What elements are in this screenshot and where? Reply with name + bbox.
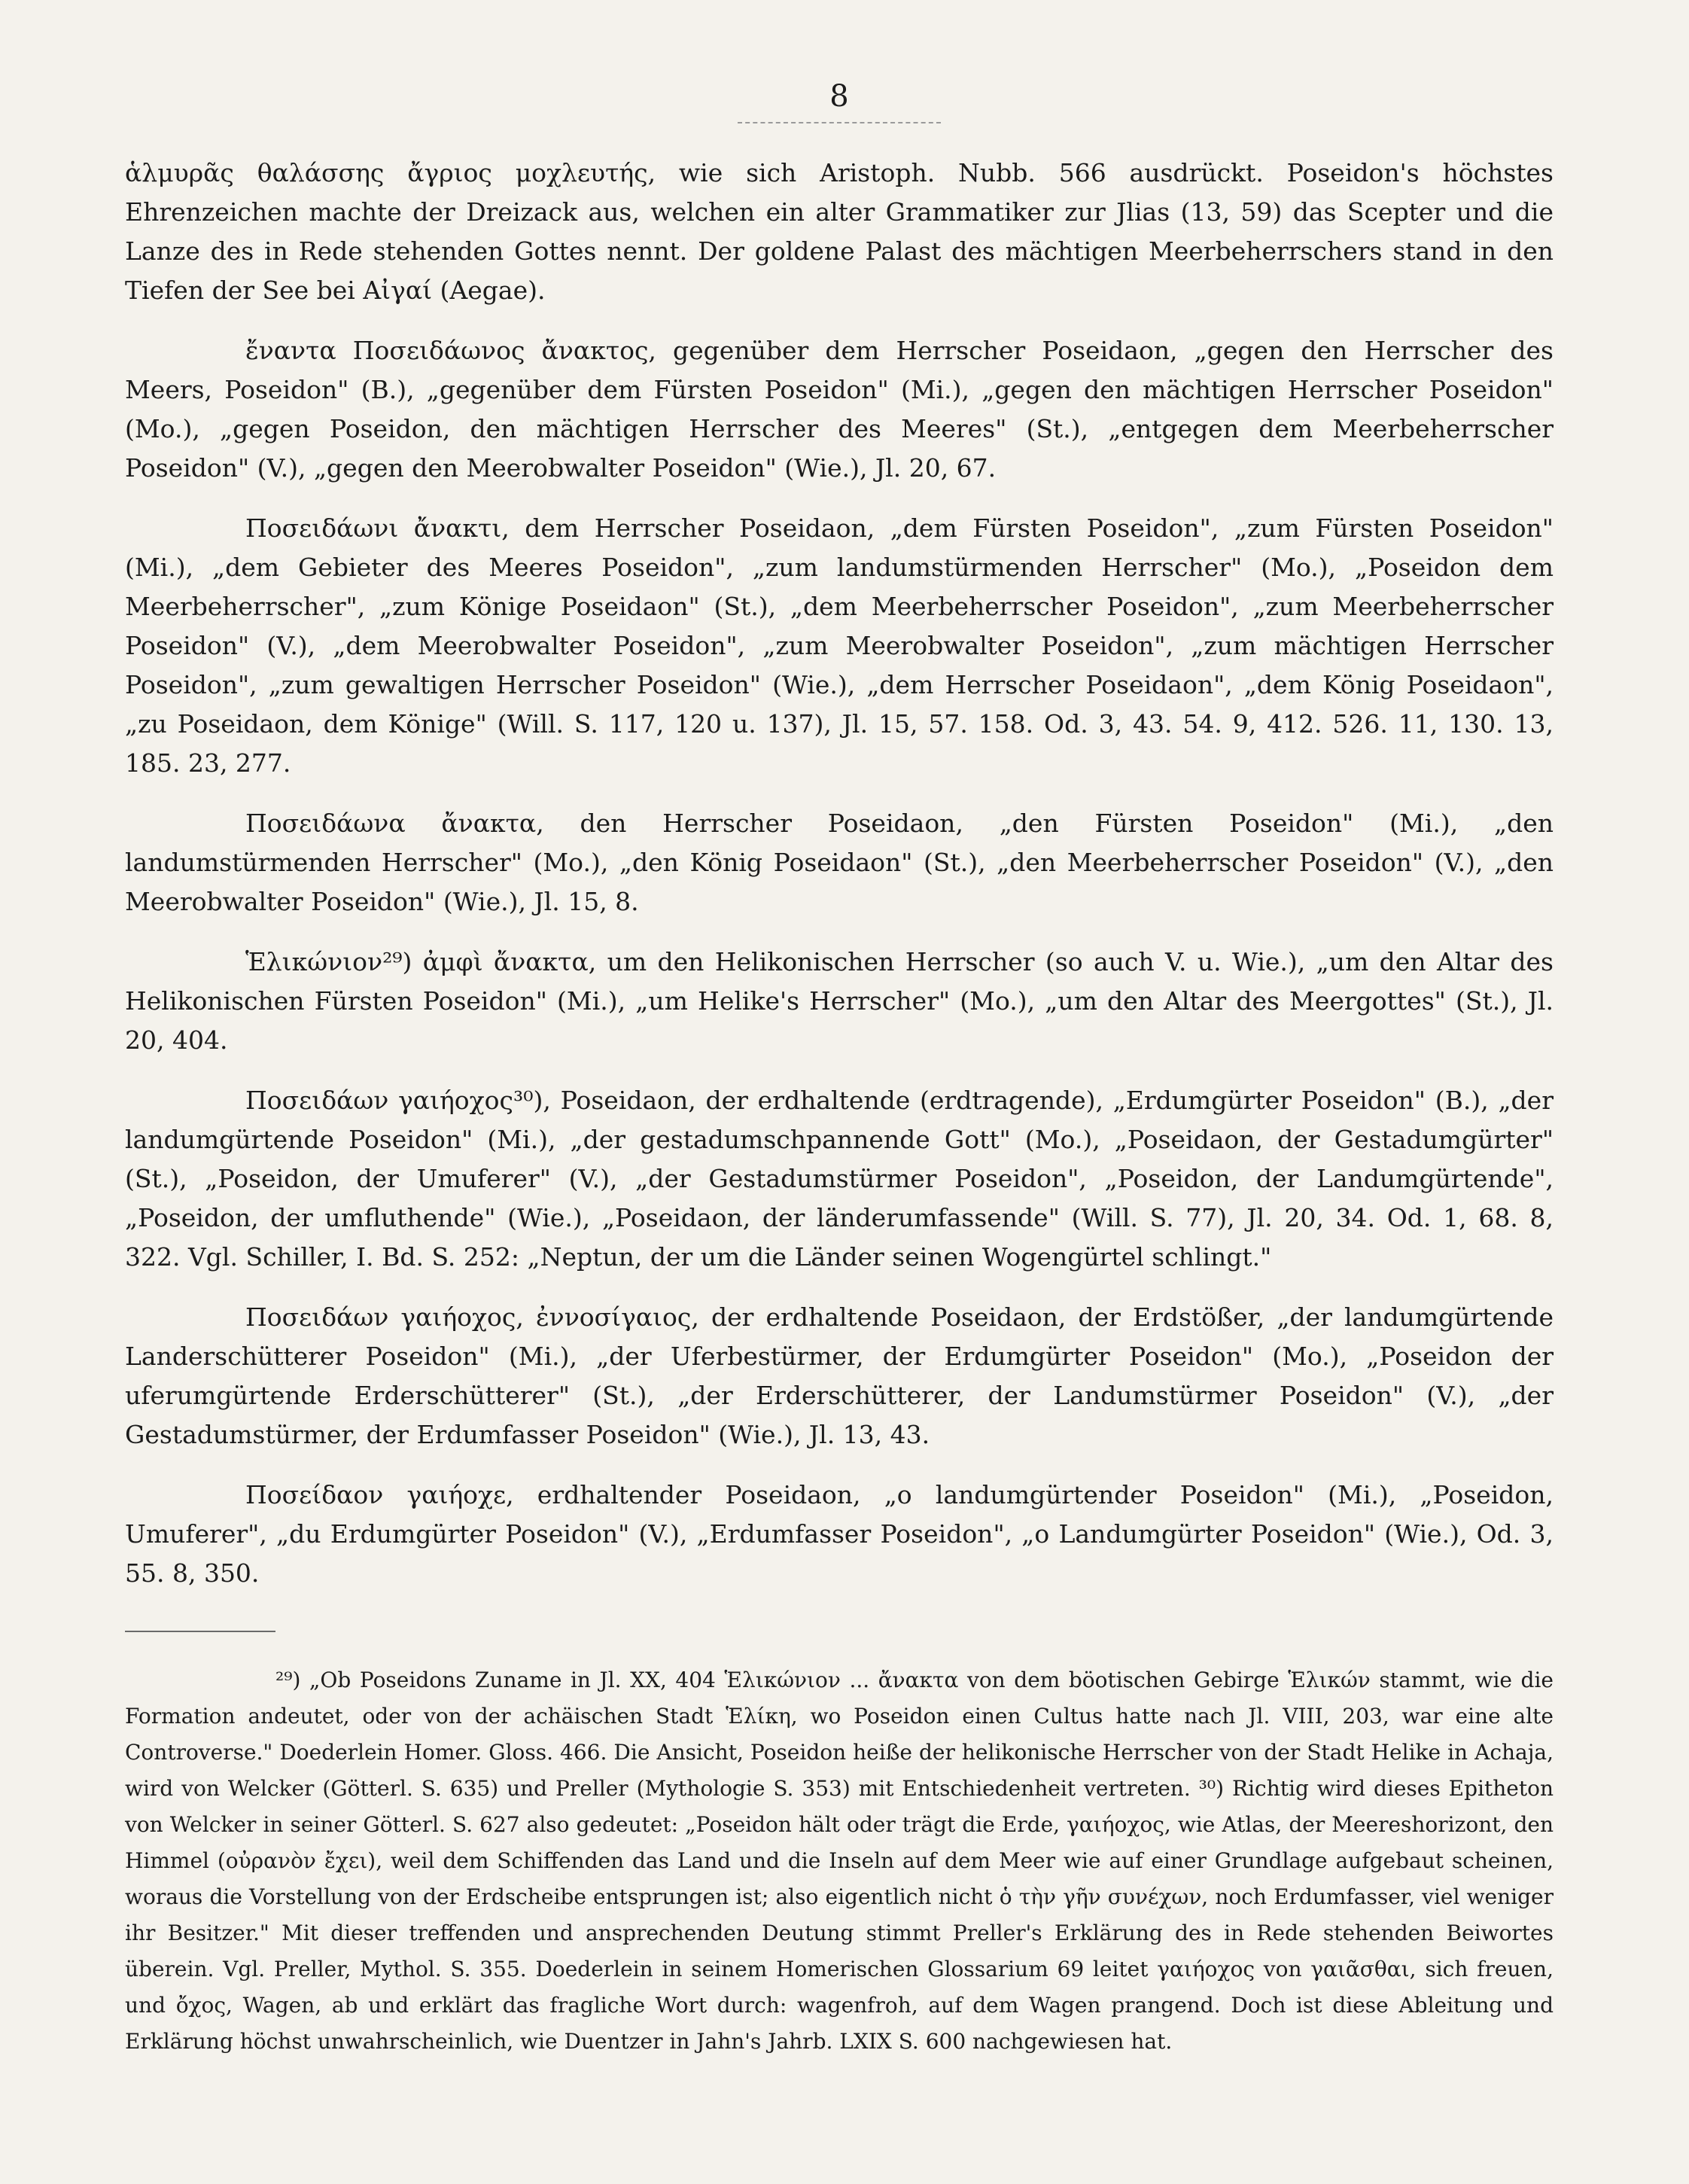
paragraph-5: Ἑλικώνιον²⁹) ἀμφὶ ἄνακτα, um den Helikonischen Herrscher (so auch V. u. Wie.), „um den Altar des Helikonischen Fürsten Poseidon" (Mi.), „um Helike's Herrscher" (Mo.), „um den Altar des Meergottes" (St.), Jl. 20, 404. [125, 947, 1554, 1055]
paragraph-1: ἁλμυρᾶς θαλάσσης ἄγριος μοχλευτής, wie sich Aristoph. Nubb. 566 ausdrückt. Poseidon's höchstes Ehrenzeichen machte der Dreizack aus, welchen ein alter Grammatiker zur Jlias (13, 59) das Scepter und die Lanze des in Rede stehenden Gottes nennt. Der goldene Palast des mächtigen Meerbeherrschers stand in den Tiefen der See bei Αἰγαί (Aegae). [125, 158, 1554, 305]
paragraph-8: Ποσείδαον γαιήοχε, erdhaltender Poseidaon, „o landumgürtender Poseidon" (Mi.), „Poseidon, Umuferer", „du Erdumgürter Poseidon" (V.), „Erdumfasser Poseidon", „o Landumgürter Poseidon" (Wie.), Od. 3, 55. 8, 350. [125, 1480, 1554, 1588]
paragraph-3: Ποσειδάωνι ἄνακτι, dem Herrscher Poseidaon, „dem Fürsten Poseidon", „zum Fürsten Poseidon" (Mi.), „dem Gebieter des Meeres Poseidon", „zum landumstürmenden Herrscher" (Mo.), „Poseidon dem Meerbeherrscher", „zum Könige Poseidaon" (St.), „dem Meerbeherrscher Poseidon", „zum Meerbeherrscher Poseidon" (V.), „dem Meerobwalter Poseidon", „zum Meerobwalter Poseidon", „zum mächtigen Herrscher Poseidon", „zum gewaltigen Herrscher Poseidon" (Wie.), „dem Herrscher Poseidaon", „dem König Poseidaon", „zu Poseidaon, dem Könige" (Will. S. 117, 120 u. 137), Jl. 15, 57. 158. Od. 3, 43. 54. 9, 412. 526. 11, 130. 13, 185. 23, 277. [125, 513, 1554, 778]
footnote-29-30: ²⁹) „Ob Poseidons Zuname in Jl. XX, 404 Ἑλικώνιον ... ἄνακτα von dem böotischen Gebirge Ἑλικών stammt, wie die Formation andeutet, oder von der achäischen Stadt Ἑλίκη, wo Poseidon einen Cultus hatte nach Jl. VIII, 203, war eine alte Controverse." Doederlein Homer. Gloss. 466. Die Ansicht, Poseidon heiße der helikonische Herrscher von der Stadt Helike in Achaja, wird von Welcker (Götterl. S. 635) und Preller (Mythologie S. 353) mit Entschiedenheit vertreten. ³⁰) Richtig wird dieses Epitheton von Welcker in seiner Götterl. S. 627 also gedeutet: „Poseidon hält oder trägt die Erde, γαιήοχος, wie Atlas, der Meereshorizont, den Himmel (οὐρανὸν ἔχει), weil dem Schiffenden das Land und die Inseln auf dem Meer wie auf einer Grundlage aufgebaut scheinen, woraus die Vorstellung von der Erdscheibe entsprungen ist; also eigentlich nicht ὁ τὴν γῆν συνέχων, noch Erdumfasser, viel weniger ihr Besitzer." Mit dieser treffenden und ansprechenden Deutung stimmt Preller's Erklärung des in Rede stehenden Beiwortes überein. Vgl. Preller, Mythol. S. 355. Doederlein in seinem Homerischen Glossarium 69 leitet γαιήοχος von γαιᾶσθαι, sich freuen, und ὄχος, Wagen, ab und erklärt das fragliche Wort durch: wagenfroh, auf dem Wagen prangend. Doch ist diese Ableitung und Erklärung höchst unwahrscheinlich, wie Duentzer in Jahn's Jahrb. LXIX S. 600 nachgewiesen hat. [125, 1668, 1554, 2054]
paragraph-6: Ποσειδάων γαιήοχος³⁰), Poseidaon, der erdhaltende (erdtragende), „Erdumgürter Poseidon" (B.), „der landumgürtende Poseidon" (Mi.), „der gestadumschpannende Gott" (Mo.), „Poseidaon, der Gestadumgürter" (St.), „Poseidon, der Umuferer" (V.), „der Gestadumstürmer Poseidon", „Poseidon, der Landumgürtende", „Poseidon, der umfluthende" (Wie.), „Poseidaon, der länderumfassende" (Will. S. 77), Jl. 20, 34. Od. 1, 68. 8, 322. Vgl. Schiller, I. Bd. S. 252: „Neptun, der um die Länder seinen Wogengürtel schlingt." [125, 1086, 1554, 1272]
footnotes [125, 1662, 1554, 2060]
paragraph-7: Ποσειδάων γαιήοχος, ἐννοσίγαιος, der erdhaltende Poseidaon, der Erdstößer, „der landumgürtende Landerschütterer Poseidon" (Mi.), „der Uferbestürmer, der Erdumgürter Poseidon" (Mo.), „Poseidon der uferumgürtende Erderschütterer" (St.), „der Erderschütterer, der Landumstürmer Poseidon" (V.), „der Gestadumstürmer, der Erdumfasser Poseidon" (Wie.), Jl. 13, 43. [125, 1302, 1554, 1449]
paragraph-4: Ποσειδάωνα ἄνακτα, den Herrscher Poseidaon, „den Fürsten Poseidon" (Mi.), „den landumstürmenden Herrscher" (Mo.), „den König Poseidaon" (St.), „den Meerbeherrscher Poseidon" (V.), „den Meerobwalter Poseidon" (Wie.), Jl. 15, 8. [125, 809, 1554, 916]
footnote-rule [125, 1631, 275, 1632]
page-number: 8 [829, 79, 849, 114]
main-text [125, 154, 1554, 1593]
paragraph-2: ἔναντα Ποσειδάωνος ἄνακτος, gegenüber dem Herrscher Poseidaon, „gegen den Herrscher des Meers, Poseidon" (B.), „gegenüber dem Fürsten Poseidon" (Mi.), „gegen den mächtigen Herrscher Poseidon" (Mo.), „gegen Poseidon, den mächtigen Herrscher des Meeres" (St.), „entgegen dem Meerbeherrscher Poseidon" (V.), „gegen den Meerobwalter Poseidon" (Wie.), Jl. 20, 67. [125, 336, 1554, 483]
header-rule [738, 122, 941, 123]
